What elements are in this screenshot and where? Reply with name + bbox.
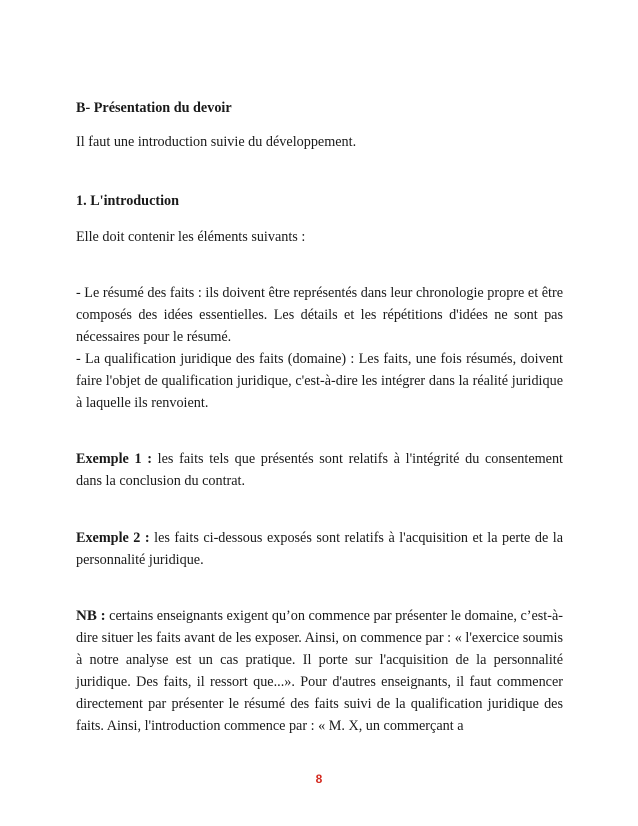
example-1-text: les faits tels que présentés sont relatifs à l'intégrité du consentement dans la conclusion du contrat. bbox=[76, 451, 563, 489]
example-1-paragraph bbox=[76, 448, 563, 492]
note-text: certains enseignants exigent qu’on commence par présenter le domaine, c’est-à-dire situer les faits avant de les exposer. Ainsi, on commence par : « l'exercice soumis à notre analyse est un cas pratique. Il porte sur l'acquisition de la personnalité juridique. Des faits, il ressort que...». Pour d'autres enseignants, il faut commencer directement par présenter le résumé des faits suivi de la qualification juridique des faits. Ainsi, l'introduction commence par : « M. X, un commerçant a bbox=[76, 608, 563, 734]
subsection-heading: 1. L'introduction bbox=[76, 193, 180, 209]
summary-paragraph: - Le résumé des faits : ils doivent être représentés dans leur chronologie propre et être composés des idées essentielles. Les détails et les répétitions d'idées ne sont pas nécessaires pour le résumé. bbox=[76, 285, 563, 345]
example-2-text: les faits ci-dessous exposés sont relatifs à l'acquisition et la perte de la personnalité juridique. bbox=[76, 530, 563, 568]
example-1-label: Exemple 1 : bbox=[76, 451, 152, 467]
qualification-paragraph: - La qualification juridique des faits (domaine) : Les faits, une fois résumés, doivent faire l'objet de qualification juridique, c'est-à-dire les intégrer dans la réalité juridique à laquelle ils renvoient. bbox=[76, 351, 563, 411]
section-heading: B- Présentation du devoir bbox=[76, 100, 232, 116]
subsection-sentence: Elle doit contenir les éléments suivants : bbox=[76, 229, 306, 245]
page-number: 8 bbox=[315, 772, 323, 786]
note-label: NB : bbox=[76, 608, 106, 624]
note-paragraph bbox=[76, 605, 563, 737]
intro-sentence: Il faut une introduction suivie du développement. bbox=[76, 134, 357, 150]
example-2-paragraph bbox=[76, 527, 563, 571]
example-2-label: Exemple 2 : bbox=[76, 530, 150, 546]
